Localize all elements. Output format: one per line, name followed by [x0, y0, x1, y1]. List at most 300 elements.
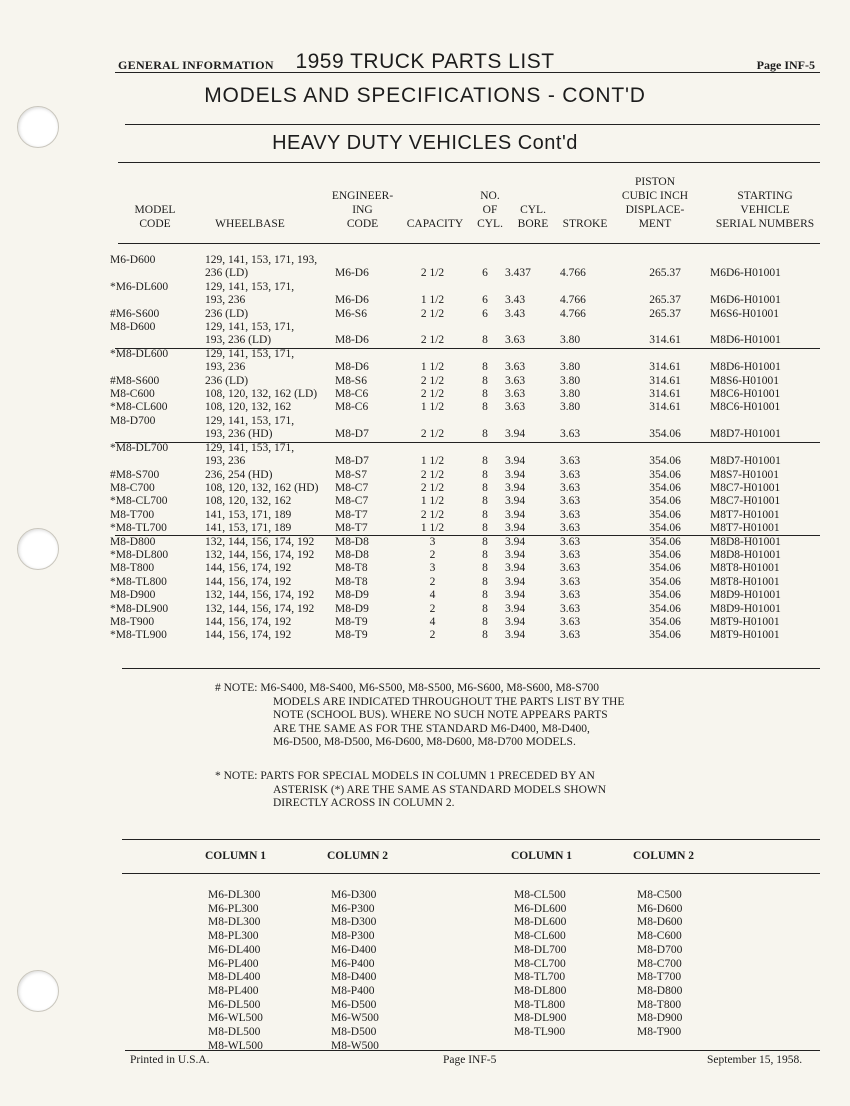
cylinders-cell: 8: [482, 629, 488, 642]
serial-number-cell: M6S6-H01001: [710, 307, 780, 320]
wheelbase-cell: [205, 616, 335, 629]
list-item: M8-T700: [637, 971, 682, 984]
column-header-serial-numbers: STARTING VEHICLE SERIAL NUMBERS: [715, 190, 815, 230]
list-item: M8-DL800: [514, 984, 567, 997]
engineering-code-cell: M8-C6: [335, 388, 369, 401]
crossref-left-column1-list: [208, 889, 263, 1053]
serial-number-cell: M8C6-H01001: [710, 388, 781, 401]
table-row: [110, 482, 820, 495]
serial-number-cell: M8C7-H01001: [710, 481, 781, 494]
wheelbase-cell: [205, 375, 335, 388]
wheelbase-line: 193, 236: [205, 455, 246, 468]
capacity-cell: 2: [429, 629, 436, 642]
wheelbase-line: 236 (LD): [205, 267, 249, 280]
bore-cell: 3.94: [505, 562, 526, 575]
binder-hole-bottom: [17, 970, 59, 1012]
engineering-code-cell: M8-D6: [335, 334, 369, 347]
table-row: [110, 281, 820, 308]
column-header-capacity: CAPACITY: [406, 218, 464, 230]
list-item: M6-D300: [331, 889, 377, 901]
bore-cell: 3.94: [505, 522, 526, 535]
list-item: M8-CL700: [514, 957, 566, 970]
model-code-cell: *M8-DL900: [110, 602, 169, 615]
cylinders-cell: 8: [482, 334, 488, 347]
list-item: M6-DL400: [208, 943, 261, 956]
list-item: M8-W500: [331, 1039, 379, 1052]
column-header-model: MODEL CODE: [134, 204, 176, 230]
table-row: [110, 308, 820, 321]
table-row: [110, 536, 820, 549]
piston-displacement-cell: 354.06: [649, 589, 681, 602]
header-rule: [115, 72, 820, 73]
list-item: M8-CL600: [514, 930, 566, 943]
header-doc-title: 1959 TRUCK PARTS LIST: [295, 50, 555, 73]
stroke-cell: 3.63: [560, 615, 581, 628]
engineering-code-cell: M8-T7: [335, 508, 368, 521]
serial-number-cell: M8S7-H01001: [710, 468, 780, 481]
list-item: M8-D500: [331, 1026, 377, 1039]
capacity-cell: 2 1/2: [420, 307, 445, 320]
footer-printed: Printed in U.S.A.: [130, 1054, 210, 1066]
list-item: M8-P400: [331, 984, 375, 997]
serial-number-cell: M8C7-H01001: [710, 495, 781, 508]
serial-number-cell: M8D7-H01001: [710, 428, 781, 441]
list-item: M6-PL400: [208, 957, 259, 970]
wheelbase-line: 132, 144, 156, 174, 192: [205, 589, 315, 602]
serial-number-cell: M8D8-H01001: [710, 548, 781, 561]
bore-cell: 3.63: [505, 388, 526, 401]
list-item: M8-PL300: [208, 930, 259, 943]
bore-cell: 3.94: [505, 468, 526, 481]
title-rule: [125, 124, 820, 125]
footer-page-number: Page INF-5: [443, 1054, 497, 1066]
wheelbase-cell: [205, 308, 335, 321]
table-row: [110, 522, 820, 535]
page-title: MODELS AND SPECIFICATIONS - CONT'D: [204, 84, 646, 107]
stroke-cell: 4.766: [560, 307, 586, 320]
bore-cell: 3.94: [505, 508, 526, 521]
model-code-cell: *M8-CL600: [110, 401, 168, 414]
bore-cell: 3.94: [505, 602, 526, 615]
cylinders-cell: 8: [482, 575, 488, 588]
list-item: M8-WL500: [208, 1039, 263, 1052]
list-item: M8-D900: [637, 1012, 683, 1025]
list-item: M8-D800: [637, 984, 683, 997]
wheelbase-cell: [205, 401, 335, 414]
engineering-code-cell: M8-C6: [335, 401, 369, 414]
stroke-cell: 3.63: [560, 629, 581, 642]
binder-hole-middle: [17, 528, 59, 570]
crossref-right-column2-header: COLUMN 2: [633, 850, 695, 862]
wheelbase-line: 144, 156, 174, 192: [205, 629, 292, 642]
table-row: [110, 629, 820, 642]
model-code-cell: #M8-S600: [110, 374, 160, 387]
crossref-left-column2-list: [331, 889, 379, 1053]
table-row: [110, 401, 820, 414]
engineering-code-cell: M8-T9: [335, 615, 368, 628]
list-item: M6-PL300: [208, 902, 259, 915]
cylinders-cell: 8: [482, 589, 488, 602]
wheelbase-line: 193, 236: [205, 361, 246, 374]
capacity-cell: 2 1/2: [420, 374, 445, 387]
stroke-cell: 3.80: [560, 334, 581, 347]
wheelbase-cell: [205, 321, 335, 348]
list-item: M6-WL500: [208, 1012, 263, 1025]
list-item: M8-TL900: [514, 1026, 566, 1039]
engineering-code-cell: M8-T8: [335, 575, 368, 588]
bore-cell: 3.94: [505, 575, 526, 588]
capacity-cell: 2 1/2: [420, 388, 445, 401]
model-code-cell: M8-C700: [110, 481, 155, 494]
model-code-cell: M8-T800: [110, 562, 155, 575]
stroke-cell: 3.80: [560, 361, 581, 374]
piston-displacement-cell: 354.06: [649, 629, 681, 642]
piston-displacement-cell: 314.61: [649, 401, 681, 414]
bore-cell: 3.43: [505, 307, 526, 320]
cylinders-cell: 8: [482, 374, 488, 387]
list-item: M8-D700: [637, 943, 683, 956]
engineering-code-cell: M8-C7: [335, 481, 369, 494]
serial-number-cell: M8T9-H01001: [710, 629, 780, 642]
column-header-rule: [118, 243, 820, 244]
piston-displacement-cell: 354.06: [649, 508, 681, 521]
stroke-cell: 3.63: [560, 535, 581, 548]
serial-number-cell: M8D8-H01001: [710, 535, 781, 548]
bore-cell: 3.63: [505, 334, 526, 347]
wheelbase-cell: [205, 281, 335, 308]
stroke-cell: 3.80: [560, 401, 581, 414]
specifications-table: [110, 254, 820, 643]
stroke-cell: 3.63: [560, 562, 581, 575]
header-page-number: Page INF-5: [756, 58, 815, 72]
bore-cell: 3.94: [505, 548, 526, 561]
wheelbase-cell: [205, 589, 335, 602]
capacity-cell: 1 1/2: [420, 401, 445, 414]
wheelbase-line: 141, 153, 171, 189: [205, 508, 292, 521]
capacity-cell: 2 1/2: [420, 508, 445, 521]
stroke-cell: 3.63: [560, 522, 581, 535]
capacity-cell: 1 1/2: [420, 361, 445, 374]
bore-cell: 3.63: [505, 401, 526, 414]
model-code-cell: *M8-DL800: [110, 548, 169, 561]
wheelbase-line: 129, 141, 153, 171,: [205, 347, 295, 360]
stroke-cell: 3.63: [560, 589, 581, 602]
column-header-bore: CYL. BORE: [517, 204, 549, 230]
stroke-cell: 3.63: [560, 481, 581, 494]
school-bus-note: # NOTE: M6-S400, M8-S400, M6-S500, M8-S500, M6-S600, M8-S600, M8-S700 MODELS ARE INDICATED THROUGHOUT THE PARTS LIST BY THE NOTE (SCHOOL BUS). WHERE NO SUCH NOTE APPEARS PARTS ARE THE SAME AS FOR THE STANDARD M6-D400, M8-D400, M6-D500, M8-D500, M6-D600, M8-D600, M8-D700 MODELS.: [215, 682, 625, 749]
capacity-cell: 1 1/2: [420, 522, 445, 535]
wheelbase-line: 236, 254 (HD): [205, 468, 273, 481]
table-row: [110, 388, 820, 401]
stroke-cell: 3.80: [560, 388, 581, 401]
wheelbase-cell: [205, 254, 335, 281]
wheelbase-line: 108, 120, 132, 162 (HD): [205, 481, 319, 494]
cylinders-cell: 8: [482, 535, 488, 548]
bore-cell: 3.94: [505, 455, 526, 468]
piston-displacement-cell: 354.06: [649, 602, 681, 615]
wheelbase-cell: [205, 442, 335, 469]
cylinders-cell: 8: [482, 548, 488, 561]
engineering-code-cell: M8-T9: [335, 629, 368, 642]
cylinders-cell: 8: [482, 562, 488, 575]
cylinders-cell: 8: [482, 522, 488, 535]
capacity-cell: 3: [429, 562, 436, 575]
model-code-cell: *M8-TL900: [110, 629, 167, 642]
crossref-left-column2-header: COLUMN 2: [327, 850, 389, 862]
list-item: M6-DL600: [514, 902, 567, 915]
table-row: [110, 321, 820, 348]
engineering-code-cell: M8-T7: [335, 522, 368, 535]
model-code-cell: *M8-TL800: [110, 575, 167, 588]
list-item: M8-DL300: [208, 916, 261, 929]
table-row: [110, 549, 820, 562]
crossref-right-column1-header: COLUMN 1: [511, 850, 573, 862]
page-subtitle: HEAVY DUTY VEHICLES Cont'd: [272, 132, 578, 154]
table-row: [110, 603, 820, 616]
capacity-cell: 3: [429, 535, 436, 548]
cylinders-cell: 8: [482, 615, 488, 628]
serial-number-cell: M8C6-H01001: [710, 401, 781, 414]
list-item: M8-CL500: [514, 889, 566, 901]
wheelbase-line: 129, 141, 153, 171,: [205, 321, 295, 334]
footer-date: September 15, 1958.: [707, 1054, 803, 1066]
engineering-code-cell: M8-T8: [335, 562, 368, 575]
piston-displacement-cell: 265.37: [649, 307, 681, 320]
crossref-left-column1-header: COLUMN 1: [205, 850, 267, 862]
bore-cell: 3.94: [505, 615, 526, 628]
wheelbase-cell: [205, 522, 335, 535]
table-row: [110, 616, 820, 629]
engineering-code-cell: M6-D6: [335, 294, 369, 307]
piston-displacement-cell: 354.06: [649, 575, 681, 588]
wheelbase-cell: [205, 482, 335, 495]
bore-cell: 3.94: [505, 589, 526, 602]
table-row: [110, 495, 820, 508]
wheelbase-line: 236 (LD): [205, 374, 249, 387]
serial-number-cell: M8T7-H01001: [710, 522, 780, 535]
stroke-cell: 4.766: [560, 294, 586, 307]
capacity-cell: 2 1/2: [420, 428, 445, 441]
list-item: M8-DL900: [514, 1012, 567, 1025]
wheelbase-line: 132, 144, 156, 174, 192: [205, 548, 315, 561]
serial-number-cell: M8D6-H01001: [710, 334, 781, 347]
engineering-code-cell: M8-D8: [335, 535, 369, 548]
engineering-code-cell: M8-D7: [335, 455, 369, 468]
piston-displacement-cell: 354.06: [649, 615, 681, 628]
capacity-cell: 1 1/2: [420, 455, 445, 468]
cylinders-cell: 8: [482, 361, 488, 374]
crossref-right-column1-list: [514, 889, 566, 1040]
wheelbase-cell: [205, 348, 335, 375]
engineering-code-cell: M8-S6: [335, 374, 367, 387]
serial-number-cell: M8T9-H01001: [710, 615, 780, 628]
wheelbase-cell: [205, 415, 335, 442]
stroke-cell: 3.63: [560, 468, 581, 481]
cylinders-cell: 6: [482, 307, 488, 320]
column-header-piston-displacement: PISTON CUBIC INCH DISPLACE- MENT: [621, 176, 689, 230]
engineering-code-cell: M8-D7: [335, 428, 369, 441]
capacity-cell: 2: [429, 548, 436, 561]
stroke-cell: 3.63: [560, 575, 581, 588]
list-item: M6-DL500: [208, 998, 261, 1011]
crossref-top-rule: [122, 839, 820, 840]
table-row: [110, 562, 820, 575]
capacity-cell: 1 1/2: [420, 495, 445, 508]
piston-displacement-cell: 354.06: [649, 548, 681, 561]
model-code-cell: M6-D600: [110, 254, 156, 266]
list-item: M6-DL300: [208, 889, 261, 901]
serial-number-cell: M8D9-H01001: [710, 602, 781, 615]
model-code-cell: #M8-S700: [110, 468, 160, 481]
bore-cell: 3.94: [505, 495, 526, 508]
serial-number-cell: M6D6-H01001: [710, 267, 781, 280]
serial-number-cell: M8S6-H01001: [710, 374, 780, 387]
stroke-cell: 3.80: [560, 374, 581, 387]
bore-cell: 3.94: [505, 535, 526, 548]
cylinders-cell: 8: [482, 455, 488, 468]
serial-number-cell: M8T8-H01001: [710, 562, 780, 575]
engineering-code-cell: M8-C7: [335, 495, 369, 508]
wheelbase-line: 108, 120, 132, 162 (LD): [205, 388, 318, 401]
engineering-code-cell: M8-D9: [335, 602, 369, 615]
cylinders-cell: 6: [482, 294, 488, 307]
group-rule-1: [115, 348, 820, 349]
stroke-cell: 3.63: [560, 495, 581, 508]
list-item: M8-T800: [637, 998, 682, 1011]
piston-displacement-cell: 314.61: [649, 388, 681, 401]
wheelbase-line: 108, 120, 132, 162: [205, 401, 292, 414]
model-code-cell: *M8-DL600: [110, 347, 169, 360]
wheelbase-cell: [205, 469, 335, 482]
column-header-cylinders: NO. OF CYL.: [477, 190, 503, 230]
list-item: M8-P300: [331, 930, 375, 943]
model-code-cell: M8-T900: [110, 615, 155, 628]
wheelbase-cell: [205, 562, 335, 575]
capacity-cell: 1 1/2: [420, 294, 445, 307]
table-row: [110, 469, 820, 482]
list-item: M8-TL700: [514, 971, 566, 984]
wheelbase-cell: [205, 576, 335, 589]
list-item: M6-D500: [331, 998, 377, 1011]
footer-rule: [125, 1050, 820, 1051]
group-rule-3: [115, 535, 820, 536]
list-item: M8-DL600: [514, 916, 567, 929]
piston-displacement-cell: 314.61: [649, 374, 681, 387]
stroke-cell: 3.63: [560, 602, 581, 615]
bore-cell: 3.437: [505, 267, 531, 280]
piston-displacement-cell: 354.06: [649, 428, 681, 441]
list-item: M8-D300: [331, 916, 377, 929]
cylinders-cell: 6: [482, 267, 488, 280]
list-item: M6-P400: [331, 957, 375, 970]
wheelbase-cell: [205, 536, 335, 549]
engineering-code-cell: M8-D9: [335, 589, 369, 602]
list-item: M8-D600: [637, 916, 683, 929]
asterisk-note: * NOTE: PARTS FOR SPECIAL MODELS IN COLUMN 1 PRECEDED BY AN ASTERISK (*) ARE THE SAME AS STANDARD MODELS SHOWN DIRECTLY ACROSS IN COLUMN 2.: [215, 770, 607, 810]
list-item: M8-PL400: [208, 984, 259, 997]
wheelbase-line: 141, 153, 171, 189: [205, 522, 292, 535]
column-header-stroke: STROKE: [562, 218, 608, 230]
list-item: M8-DL700: [514, 943, 567, 956]
cylinders-cell: 8: [482, 468, 488, 481]
wheelbase-line: 144, 156, 174, 192: [205, 562, 292, 575]
list-item: M8-C700: [637, 957, 682, 970]
wheelbase-line: 129, 141, 153, 171,: [205, 414, 295, 427]
piston-displacement-cell: 354.06: [649, 455, 681, 468]
model-code-cell: M8-D800: [110, 535, 156, 548]
cylinders-cell: 8: [482, 401, 488, 414]
wheelbase-line: 132, 144, 156, 174, 192: [205, 602, 315, 615]
column-header-engineering-code: ENGINEER- ING CODE: [331, 190, 394, 230]
cylinders-cell: 8: [482, 602, 488, 615]
piston-displacement-cell: 314.61: [649, 361, 681, 374]
wheelbase-line: 132, 144, 156, 174, 192: [205, 535, 315, 548]
engineering-code-cell: M8-S7: [335, 468, 367, 481]
model-code-cell: *M6-DL600: [110, 280, 169, 293]
engineering-code-cell: M8-D6: [335, 361, 369, 374]
cylinders-cell: 8: [482, 428, 488, 441]
model-code-cell: M8-D600: [110, 321, 156, 334]
wheelbase-cell: [205, 549, 335, 562]
piston-displacement-cell: 354.06: [649, 481, 681, 494]
serial-number-cell: M8D7-H01001: [710, 455, 781, 468]
list-item: M6-D400: [331, 943, 377, 956]
model-code-cell: *M8-TL700: [110, 522, 167, 535]
wheelbase-line: 129, 141, 153, 171,: [205, 441, 295, 454]
header-section: GENERAL INFORMATION: [118, 58, 274, 72]
column-header-wheelbase: WHEELBASE: [215, 218, 285, 230]
serial-number-cell: M6D6-H01001: [710, 294, 781, 307]
wheelbase-cell: [205, 509, 335, 522]
wheelbase-line: 236 (LD): [205, 307, 249, 320]
list-item: M8-DL500: [208, 1026, 261, 1039]
list-item: M6-P300: [331, 902, 375, 915]
wheelbase-line: 129, 141, 153, 171, 193,: [205, 254, 318, 266]
wheelbase-cell: [205, 388, 335, 401]
piston-displacement-cell: 265.37: [649, 294, 681, 307]
group-rule-2: [115, 442, 820, 443]
piston-displacement-cell: 354.06: [649, 562, 681, 575]
bore-cell: 3.63: [505, 374, 526, 387]
crossref-header-rule: [122, 873, 820, 874]
serial-number-cell: M8D6-H01001: [710, 361, 781, 374]
capacity-cell: 2: [429, 575, 436, 588]
wheelbase-cell: [205, 603, 335, 616]
subtitle-rule: [118, 162, 820, 163]
table-row: [110, 589, 820, 602]
cylinders-cell: 8: [482, 495, 488, 508]
wheelbase-line: 108, 120, 132, 162: [205, 495, 292, 508]
model-code-cell: M8-T700: [110, 508, 155, 521]
model-code-cell: #M6-S600: [110, 307, 160, 320]
list-item: M6-W500: [331, 1012, 379, 1025]
table-row: [110, 509, 820, 522]
wheelbase-line: 193, 236 (LD): [205, 334, 272, 347]
capacity-cell: 2: [429, 602, 436, 615]
stroke-cell: 3.63: [560, 548, 581, 561]
engineering-code-cell: M6-D6: [335, 267, 369, 280]
table-row: [110, 375, 820, 388]
engineering-code-cell: M8-D8: [335, 548, 369, 561]
model-code-cell: M8-D700: [110, 414, 156, 427]
bore-cell: 3.94: [505, 629, 526, 642]
wheelbase-cell: [205, 495, 335, 508]
piston-displacement-cell: 354.06: [649, 535, 681, 548]
model-code-cell: M8-D900: [110, 589, 156, 602]
model-code-cell: *M8-DL700: [110, 441, 169, 454]
list-item: M8-TL800: [514, 998, 566, 1011]
piston-displacement-cell: 354.06: [649, 522, 681, 535]
